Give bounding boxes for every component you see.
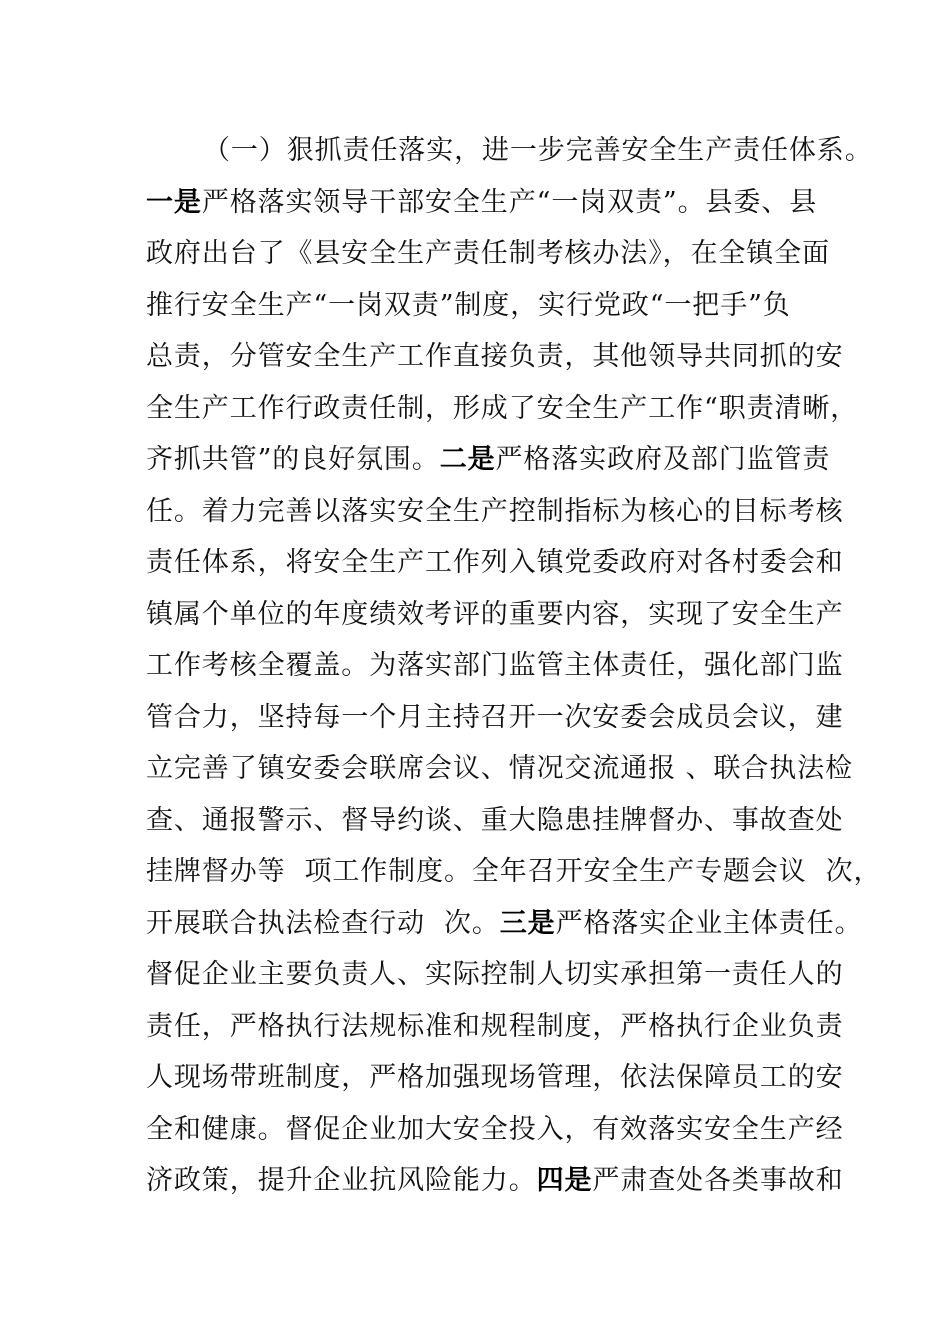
text-run: 总责，分管安全生产工作直接负责，其他领导共同抓的安 xyxy=(146,341,844,372)
text-line-4 xyxy=(146,280,796,332)
text-line-7 xyxy=(146,434,831,486)
text-line-12 xyxy=(146,692,844,744)
text-run: 严格落实企业主体责任。 xyxy=(555,907,863,939)
text-line-1 xyxy=(146,125,873,177)
text-line-6 xyxy=(146,383,859,435)
text-line-21 xyxy=(146,1155,844,1207)
text-line-2 xyxy=(146,177,818,229)
text-line-19 xyxy=(146,1052,844,1104)
text-run: 人现场带班制度，严格加强现场管理，依法保障员工的安 xyxy=(146,1062,844,1093)
point-marker-third: 三是 xyxy=(499,907,556,939)
text-line-8 xyxy=(146,486,844,538)
text-line-11 xyxy=(146,640,844,692)
text-run: 挂牌督办等 项工作制度。全年召开安全生产专题会议 次， xyxy=(146,856,882,887)
text-run: 管合力，坚持每一个月主持召开一次安委会成员会议，建 xyxy=(146,701,844,733)
text-line-17 xyxy=(146,949,844,1001)
text-run: （一）狠抓责任落实，进一步完善安全生产责任体系。 xyxy=(203,135,873,166)
text-line-5 xyxy=(146,331,844,383)
text-run: 任。着力完善以落实安全生产控制指标为核心的目标考核 xyxy=(146,495,844,527)
paragraph-body xyxy=(146,125,882,1207)
point-marker-first: 一是 xyxy=(146,186,202,218)
text-line-20 xyxy=(146,1104,844,1156)
text-run: 严肃查处各类事故和 xyxy=(592,1165,844,1196)
text-run: 严格落实领导干部安全生产“一岗双责”。县委、县 xyxy=(201,186,818,218)
text-run: 工作考核全覆盖。为落实部门监管主体责任，强化部门监 xyxy=(146,650,844,681)
text-line-13 xyxy=(146,743,853,795)
text-run: 查、通报警示、督导约谈、重大隐患挂牌督办、事故查处 xyxy=(146,804,844,836)
text-run: 推行安全生产“一岗双责”制度，实行党政“一把手”负 xyxy=(146,289,791,321)
text-run: 镇属个单位的年度绩效考评的重要内容，实现了安全生产 xyxy=(146,598,844,630)
text-line-10 xyxy=(146,589,844,641)
text-run: 政府出台了《县安全生产责任制考核办法》，在全镇全面 xyxy=(146,238,830,269)
text-run: 责任，严格执行法规标准和规程制度，严格执行企业负责 xyxy=(146,1010,844,1042)
text-run: 立完善了镇安委会联席会议、情况交流通报 、联合执法检 xyxy=(146,753,853,784)
text-line-15 xyxy=(146,846,882,898)
point-marker-second: 二是 xyxy=(439,444,496,475)
text-run: 责任体系，将安全生产工作列入镇党委政府对各村委会和 xyxy=(146,547,844,578)
text-run: 督促企业主要负责人、实际控制人切实承担第一责任人的 xyxy=(146,959,844,990)
text-run: 全生产工作行政责任制，形成了安全生产工作“职责清晰， xyxy=(146,392,859,424)
point-marker-fourth: 四是 xyxy=(536,1165,593,1196)
text-run: 开展联合执法检查行动 次。 xyxy=(146,907,500,939)
text-line-14 xyxy=(146,795,844,847)
text-line-9 xyxy=(146,537,844,589)
text-run: 齐抓共管”的良好氛围。 xyxy=(146,444,440,475)
text-run: 济政策，提升企业抗风险能力。 xyxy=(146,1165,537,1196)
text-line-16 xyxy=(146,898,863,950)
text-line-3 xyxy=(146,228,830,280)
text-run: 严格落实政府及部门监管责 xyxy=(495,444,831,475)
text-line-18 xyxy=(146,1001,844,1053)
text-run: 全和健康。督促企业加大安全投入，有效落实安全生产经 xyxy=(146,1113,844,1145)
